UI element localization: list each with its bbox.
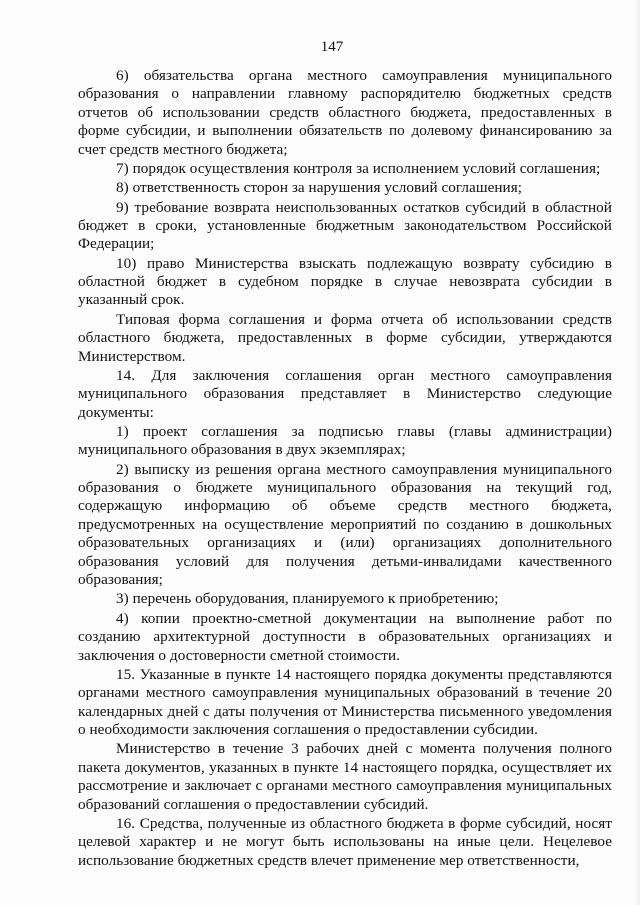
paragraph-item-7: 7) порядок осуществления контроля за исполнением условий соглашения;: [116, 159, 601, 177]
paragraph-section-15: 15. Указанные в пункте 14 настоящего порядка документы представляются органами местного самоуправления муниципальных образований в течение 20 календарных дней с даты получения от Министерства письменного уведомления о необходимости заключения соглашения о предоставлении субсидии.: [78, 665, 612, 739]
paragraph-ministry-review: Министерство в течение 3 рабочих дней с момента получения полного пакета документов, указанных в пункте 14 настоящего порядка, осуществляет их рассмотрение и заключает с органами местного самоуправления муниципальных образований соглашения о предоставлении субсидий.: [78, 740, 612, 813]
page-number: 147: [320, 39, 344, 55]
paragraph-typical-form: Типовая форма соглашения и форма отчета об использовании средств областного бюджета, предоставленных в форме субсидии, утверждаются Министерством.: [78, 310, 612, 365]
paragraph-doc-3: 3) перечень оборудования, планируемого к приобретению;: [116, 590, 499, 608]
paragraph-item-9: 9) требование возврата неиспользованных остатков субсидий в областной бюджет в сроки, установленные бюджетным законодательством Российской Федерации;: [78, 198, 612, 253]
paragraph-doc-1: 1) проект соглашения за подписью главы (главы администрации) муниципального образования в двух экземплярах;: [78, 422, 612, 459]
paragraph-section-16: 16. Средства, полученные из областного бюджета в форме субсидий, носят целевой характер и не могут быть использованы на иные цели. Нецелевое использование бюджетных средств влечет применение мер ответственности,: [78, 814, 612, 869]
paragraph-doc-2: 2) выписку из решения органа местного самоуправления муниципального образования о бюджете муниципального образования на текущий год, содержащую информацию об объеме средств местного бюджета, предусмотренных на осуществление мероприятий по созданию в дошкольных образовательных организациях и (или) организациях дополнительного образования условий для получения детьми-инвалидами качественного образования;: [78, 460, 612, 589]
paragraph-item-6: 6) обязательства органа местного самоуправления муниципального образования о направлении главному распорядителю бюджетных средств отчетов об использовании средств областного бюджета, предоставленных в форме субсидии, и выполнении обязательств по долевому финансированию за счет средств местного бюджета;: [78, 67, 612, 158]
page-edge-shadow: [634, 0, 640, 905]
paragraph-item-8: 8) ответственность сторон за нарушения условий соглашения;: [116, 179, 523, 197]
paragraph-section-14: 14. Для заключения соглашения орган местного самоуправления муниципального образования представляет в Министерство следующие документы:: [78, 366, 612, 421]
paragraph-item-10: 10) право Министерства взыскать подлежащую возврату субсидию в областной бюджет в судебном порядке в случае невозврата субсидии в указанный срок.: [78, 254, 612, 309]
paragraph-doc-4: 4) копии проектно-сметной документации на выполнение работ по созданию архитектурной доступности в образовательных организациях и заключения о достоверности сметной стоимости.: [78, 609, 612, 664]
